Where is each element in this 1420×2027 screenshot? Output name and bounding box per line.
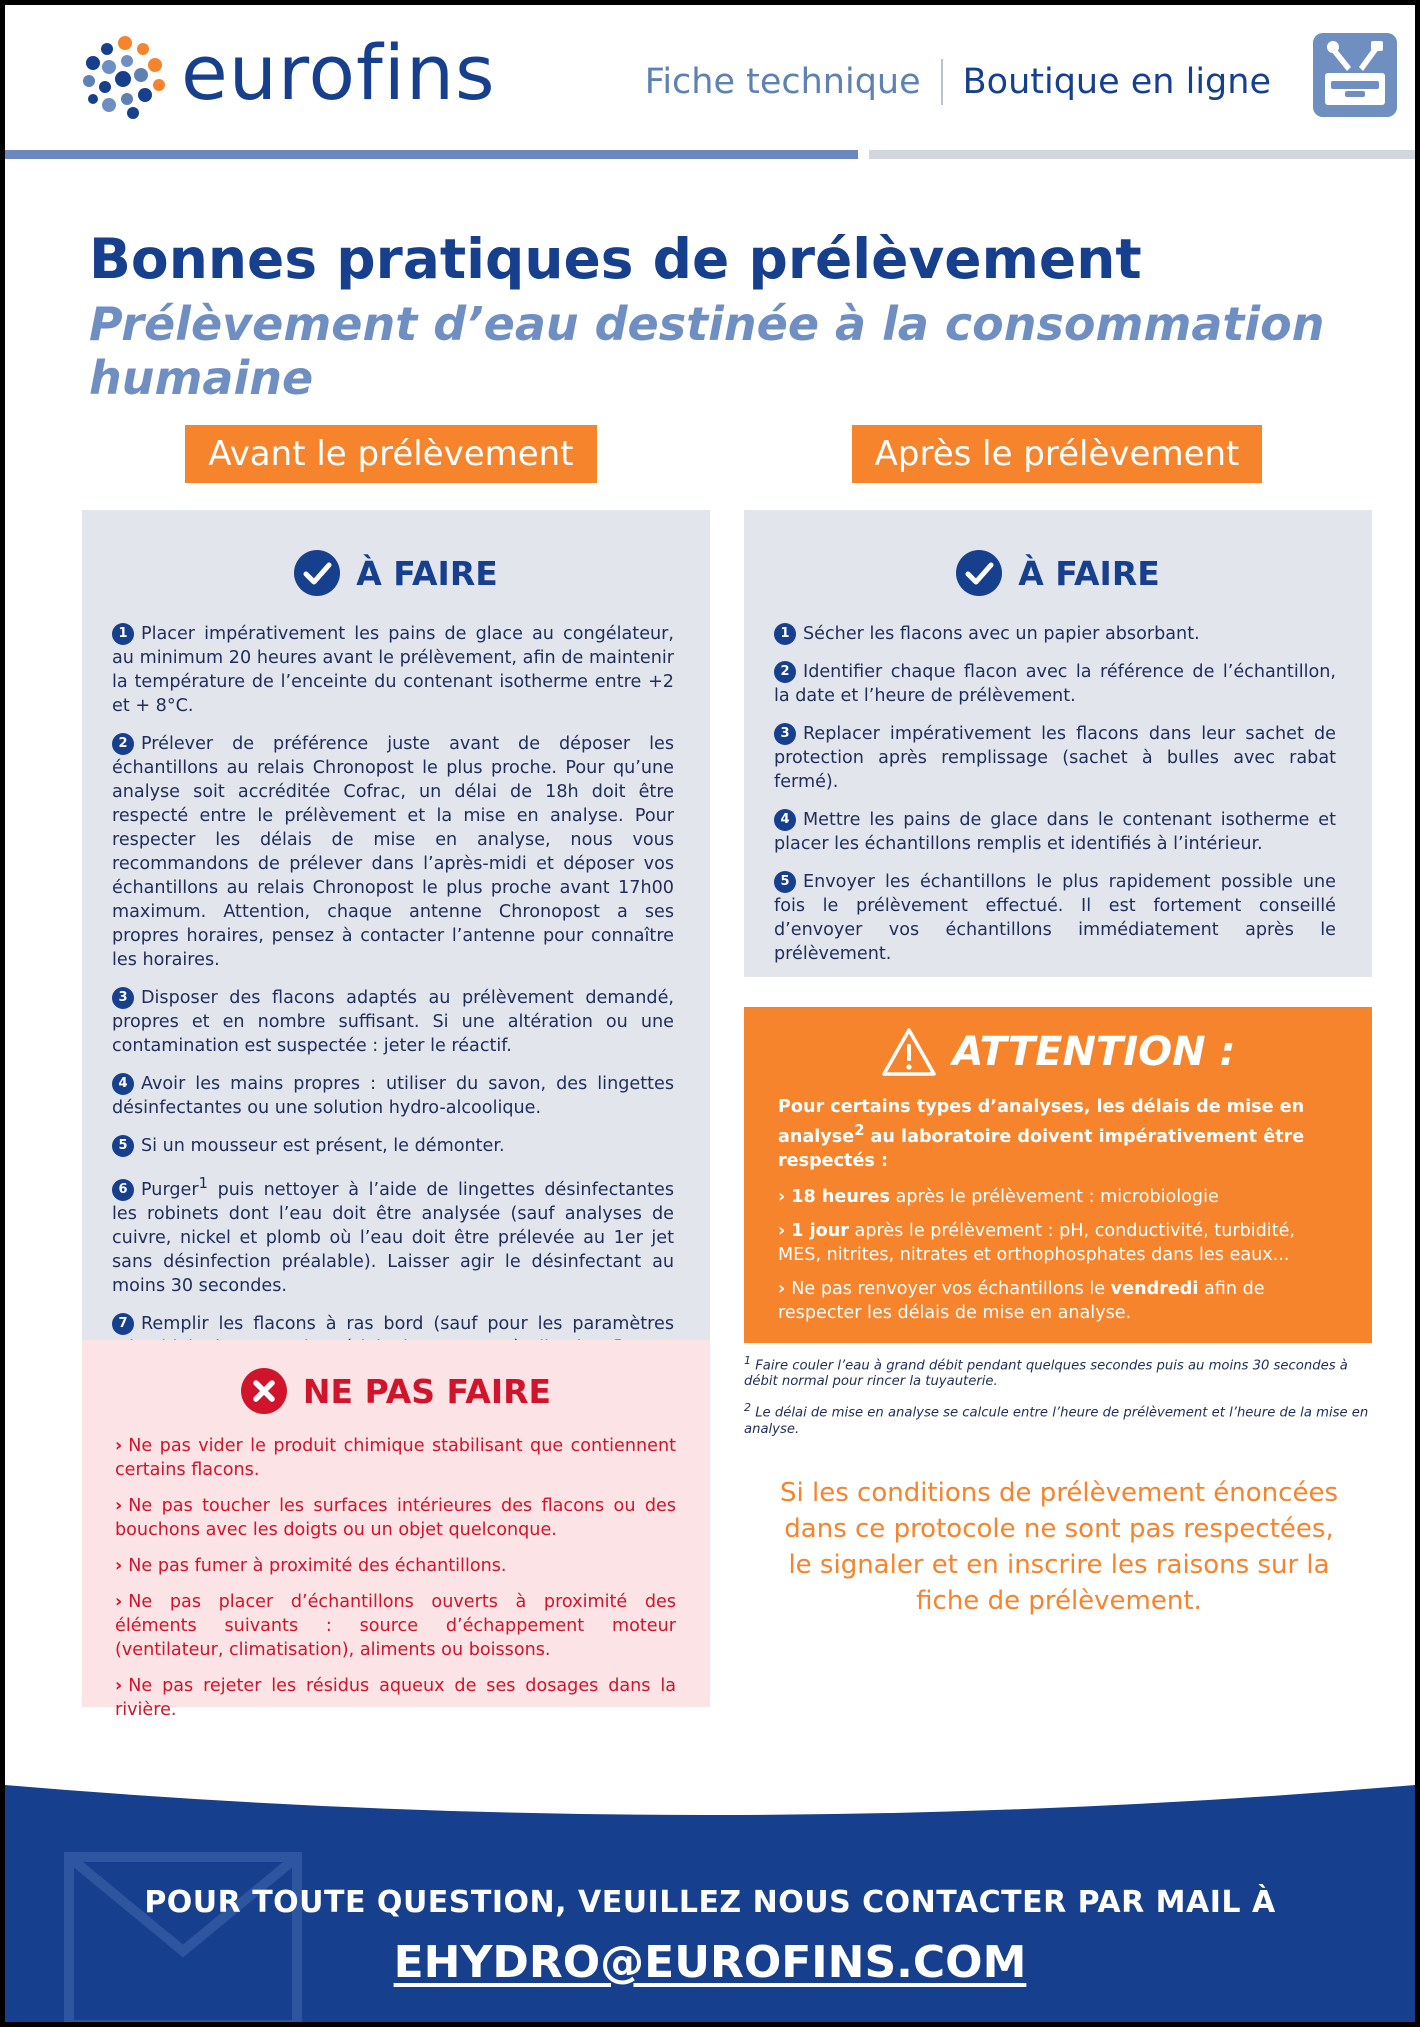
list-item: › Ne pas fumer à proximité des échantillons.	[115, 1556, 507, 1576]
list-item: › 1 jour après le prélèvement : pH, conductivité, turbidité, MES, nitrites, nitrates et orthophosphates dans les eaux...	[778, 1220, 1296, 1265]
chevron-right-icon: ›	[778, 1186, 786, 1207]
list-item: 6 Purger$^1$ puis nettoyer à l’aide de lingettes désinfectantes les robinets dont l’eau doit être analysée (sauf analyses de cuivre, nickel et plomb où l’eau doit être prélevée au 1er jet sans désinfection préalable). Laisser agir le désinfectant au moins 30 secondes.	[112, 1175, 674, 1296]
footnote-ref: 1	[198, 1175, 208, 1192]
footnote-1: $^1$ Faire couler l’eau à grand débit pendant quelques secondes puis au moins 30 secondes à débit normal pour rincer la tuyauterie.	[744, 1354, 1348, 1390]
footnote-ref: 2	[854, 1122, 865, 1139]
number-5-icon: 5	[774, 871, 796, 893]
number-7-icon: 7	[112, 1313, 134, 1335]
ne-pas-faire-heading	[82, 1368, 710, 1414]
list-item: 1 Placer impérativement les pains de glace au congélateur, au minimum 20 heures avant le prélèvement, afin de maintenir la température de l’enceinte du contenant isotherme entre +2 et + 8°C.	[112, 624, 674, 716]
section-label-apres: Après le prélèvement	[852, 425, 1262, 483]
eurofins-logo[interactable]	[79, 29, 496, 125]
attention-title: ATTENTION :	[952, 1029, 1236, 1075]
chevron-right-icon: ›	[115, 1592, 123, 1612]
list-item: › Ne pas vider le produit chimique stabilisant que contiennent certains flacons.	[115, 1436, 676, 1480]
footnotes	[744, 1353, 1374, 1448]
list-item: 5 Envoyer les échantillons le plus rapidement possible une fois le prélèvement effectué. Il est fortement conseillé d’envoyer vos échantillons immédiatement après le prélèvement.	[774, 872, 1336, 964]
footer	[5, 1785, 1415, 2022]
list-item: 2 Prélever de préférence juste avant de déposer les échantillons au relais Chronopost le plus proche. Pour qu’une analyse soit accréditée Cofrac, un délai de 18h doit être respecté entre le prélèvement et la mise en analyse. Pour respecter les délais de mise en analyse, nous vous recommandons de prélever dans l’après-midi et déposer vos échantillons au relais Chronopost le plus proche avant 17h00 maximum. Attention, chaque antenne Chronopost a ses propres horaires, pensez à contacter l’antenne pour connaître les horaires.	[112, 734, 674, 970]
chevron-right-icon: ›	[115, 1676, 123, 1696]
list-item: 5 Si un mousseur est présent, le démonter.	[112, 1134, 674, 1158]
chevron-right-icon: ›	[778, 1220, 786, 1241]
list-item: 7 Remplir les flacons à ras bord (sauf pour les paramètres	[112, 1312, 674, 1414]
nav-boutique-en-ligne[interactable]: Boutique en ligne	[962, 62, 1271, 102]
checkmark-circle-icon	[956, 550, 1002, 596]
footnote-2: $^2$ Le délai de mise en analyse se calcule entre l’heure de prélèvement et l’heure de la mise en analyse.	[744, 1401, 1369, 1437]
list-item: › 18 heures après le prélèvement : microbiologie	[778, 1186, 1219, 1207]
apres-a-faire-heading	[744, 550, 1372, 596]
shop-tools-icon[interactable]	[1313, 33, 1397, 117]
list-item: › Ne pas rejeter les résidus aqueux de ses dosages dans la rivière.	[115, 1676, 676, 1720]
list-item: 3 Replacer impérativement les flacons dans leur sachet de protection après remplissage (sachet à bulles avec rabat fermé).	[774, 724, 1336, 792]
warning-triangle-icon	[881, 1027, 937, 1077]
avant-a-faire-list	[82, 622, 710, 1414]
apres-a-faire-panel	[744, 510, 1372, 977]
avant-a-faire-panel	[82, 510, 710, 1340]
page-subtitle: Prélèvement d’eau destinée à la consommation humaine	[89, 297, 1325, 405]
header	[5, 5, 1415, 155]
list-item: › Ne pas toucher les surfaces intérieures des flacons ou des bouchons avec les doigts ou un objet quelconque.	[115, 1496, 676, 1540]
number-6-icon: 6	[112, 1179, 134, 1201]
brand-name: eurofins	[181, 28, 496, 117]
nav-fiche-technique[interactable]: Fiche technique	[644, 62, 921, 102]
list-item: 2 Identifier chaque flacon avec la référence de l’échantillon, la date et l’heure de prélèvement.	[774, 662, 1336, 706]
number-1-icon: 1	[112, 623, 134, 645]
chevron-right-icon: ›	[115, 1436, 123, 1456]
checkmark-circle-icon	[294, 550, 340, 596]
attention-box	[744, 1007, 1372, 1343]
section-label-avant: Avant le prélèvement	[185, 425, 597, 483]
list-item: 1 Sécher les flacons avec un papier absorbant.	[774, 622, 1336, 646]
apres-a-faire-title: À FAIRE	[1018, 553, 1160, 593]
number-4-icon: 4	[112, 1073, 134, 1095]
eurofins-logo-icon	[79, 31, 171, 123]
page-title: Bonnes pratiques de prélèvement	[89, 227, 1142, 291]
apres-a-faire-list	[744, 622, 1372, 966]
attention-intro: Pour certains types d’analyses, les délais de mise en analyse$^2$ au laboratoire doivent impérativement être respectés :	[778, 1097, 1305, 1171]
number-2-icon: 2	[774, 661, 796, 683]
number-1-icon: 1	[774, 623, 796, 645]
chevron-right-icon: ›	[115, 1496, 123, 1516]
number-2-icon: 2	[112, 733, 134, 755]
avant-a-faire-heading	[82, 550, 710, 596]
chevron-right-icon: ›	[115, 1556, 123, 1576]
list-item: › Ne pas renvoyer vos échantillons le vendredi afin de respecter les délais de mise en analyse.	[778, 1278, 1265, 1323]
ne-pas-faire-title: NE PAS FAIRE	[302, 1371, 552, 1411]
header-rule-gray	[869, 150, 1415, 159]
number-3-icon: 3	[774, 723, 796, 745]
cross-circle-icon	[241, 1368, 287, 1414]
list-item: › Ne pas placer d’échantillons ouverts à proximité des éléments suivants : source d’échappement moteur (ventilateur, climatisation), aliments ou boissons.	[115, 1592, 676, 1660]
list-item: 3 Disposer des flacons adaptés au prélèvement demandé, propres et en nombre suffisant. Si une altération ou une contamination est suspectée : jeter le réactif.	[112, 988, 674, 1056]
list-item: 4 Avoir les mains propres : utiliser du savon, des lingettes désinfectantes ou une solution hydro-alcoolique.	[112, 1074, 674, 1118]
conditions-notice: Si les conditions de prélèvement énoncées dans ce protocole ne sont pas respectées, le signaler et en inscrire les raisons sur la fiche de prélèvement.	[780, 1478, 1338, 1616]
number-4-icon: 4	[774, 809, 796, 831]
ne-pas-faire-panel	[82, 1340, 710, 1720]
number-3-icon: 3	[112, 987, 134, 1009]
ne-pas-faire-list	[82, 1434, 710, 1722]
contact-email-link[interactable]: EHYDRO@EUROFINS.COM	[393, 1937, 1027, 1988]
attention-heading	[778, 1027, 1338, 1077]
avant-a-faire-title: À FAIRE	[356, 553, 498, 593]
list-item: 4 Mettre les pains de glace dans le contenant isotherme et placer les échantillons remplis et identifiés à l’intérieur.	[774, 810, 1336, 854]
header-rule-blue	[5, 150, 858, 159]
chevron-right-icon: ›	[778, 1278, 786, 1299]
number-5-icon: 5	[112, 1135, 134, 1157]
contact-prompt: POUR TOUTE QUESTION, VEUILLEZ NOUS CONTACTER PAR MAIL À	[144, 1885, 1276, 1920]
nav-separator	[941, 59, 943, 105]
header-nav	[645, 59, 1271, 105]
